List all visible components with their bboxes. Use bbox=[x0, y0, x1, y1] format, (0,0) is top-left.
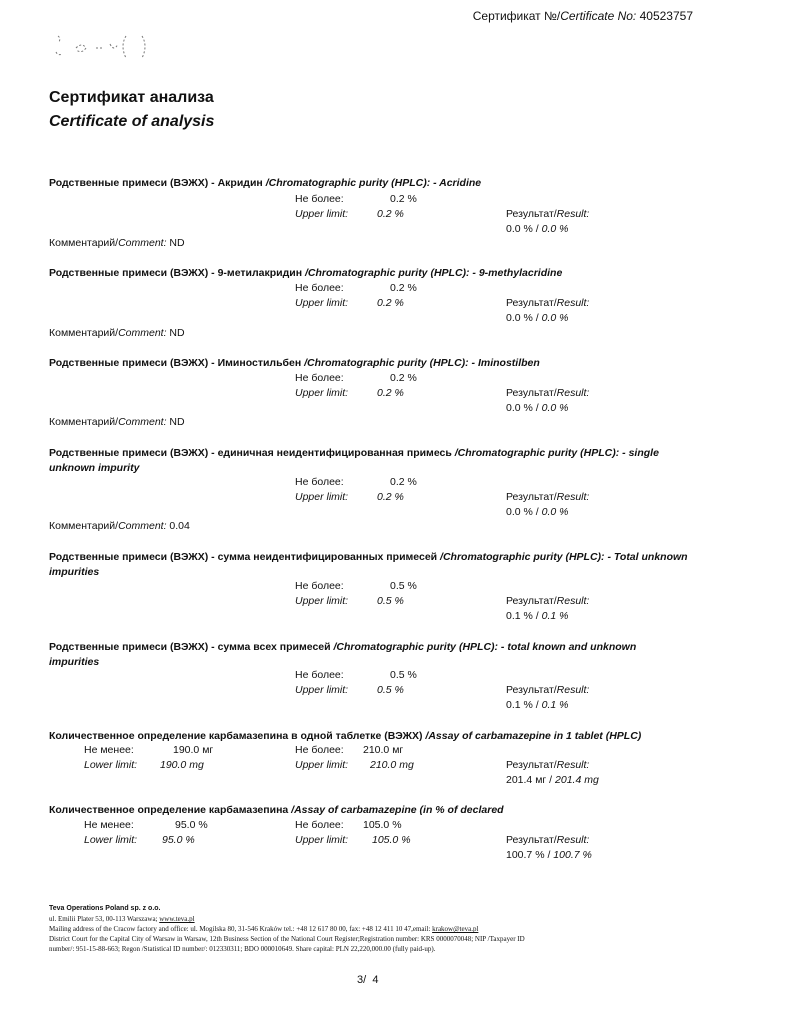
page-subtitle: Certificate of analysis bbox=[49, 113, 215, 130]
upper-limit-label: Upper limit: bbox=[295, 834, 349, 846]
upper-limit-value-en: 0.5 % bbox=[377, 684, 404, 696]
not-more-label: Не более: bbox=[295, 819, 344, 831]
not-less-label: Не менее: bbox=[84, 744, 134, 756]
result-label: Результат/Result: bbox=[506, 387, 590, 399]
lower-limit-value: 190.0 мг bbox=[173, 744, 214, 756]
test-title-acridine: Родственные примеси (ВЭЖХ) - Акридин /Chromatographic purity (HPLC): - Acridine bbox=[49, 177, 482, 189]
test-title-single-unknown: Родственные примеси (ВЭЖХ) - единичная неидентифицированная примесь /Chromatographic purity (HPLC): - single unknown impurity bbox=[49, 447, 659, 474]
upper-limit-label: Upper limit: bbox=[295, 297, 349, 309]
lower-limit-value-en: 95.0 % bbox=[162, 834, 195, 846]
upper-limit-label: Upper limit: bbox=[295, 208, 349, 220]
not-less-label: Не менее: bbox=[84, 819, 134, 831]
result-value: 201.4 мг / 201.4 mg bbox=[506, 774, 599, 786]
test-title-total-unknown: Родственные примеси (ВЭЖХ) - сумма неидентифицированных примесей /Chromatographic purity (HPLC): - Total unknown impurities bbox=[49, 551, 688, 578]
upper-limit-value: 0.2 % bbox=[390, 476, 417, 488]
test-title-iminostilben: Родственные примеси (ВЭЖХ) - Иминостильбен /Chromatographic purity (HPLC): - Iminostilben bbox=[49, 357, 540, 369]
upper-limit-value-en: 0.5 % bbox=[377, 595, 404, 607]
page-title: Сертификат анализа bbox=[49, 89, 214, 106]
upper-limit-label: Upper limit: bbox=[295, 684, 349, 696]
upper-limit-value-en: 0.2 % bbox=[377, 208, 404, 220]
result-label: Результат/Result: bbox=[506, 595, 590, 607]
result-value: 0.0 % / 0.0 % bbox=[506, 506, 569, 518]
upper-limit-label: Upper limit: bbox=[295, 759, 349, 771]
upper-limit-value-en: 105.0 % bbox=[372, 834, 411, 846]
upper-limit-value: 105.0 % bbox=[363, 819, 402, 831]
result-label: Результат/Result: bbox=[506, 684, 590, 696]
upper-limit-label: Upper limit: bbox=[295, 387, 349, 399]
upper-limit-value: 0.2 % bbox=[390, 282, 417, 294]
lower-limit-value: 95.0 % bbox=[175, 819, 208, 831]
not-more-label: Не более: bbox=[295, 193, 344, 205]
result-value: 100.7 % / 100.7 % bbox=[506, 849, 592, 861]
upper-limit-value: 0.2 % bbox=[390, 193, 417, 205]
page-number: 3/ 4 bbox=[357, 974, 379, 986]
upper-limit-value: 0.2 % bbox=[390, 372, 417, 384]
not-more-label: Не более: bbox=[295, 669, 344, 681]
result-value: 0.1 % / 0.1 % bbox=[506, 610, 569, 622]
result-value: 0.1 % / 0.1 % bbox=[506, 699, 569, 711]
upper-limit-value: 0.5 % bbox=[390, 669, 417, 681]
lower-limit-label: Lower limit: bbox=[84, 834, 138, 846]
comment: Комментарий/Comment: ND bbox=[49, 416, 185, 428]
test-title-methylacridine: Родственные примеси (ВЭЖХ) - 9-метилакридин /Chromatographic purity (HPLC): - 9-methylacridine bbox=[49, 267, 563, 279]
not-more-label: Не более: bbox=[295, 476, 344, 488]
upper-limit-value: 210.0 мг bbox=[363, 744, 404, 756]
test-title-assay-tablet: Количественное определение карбамазепина в одной таблетке (ВЭЖХ) /Assay of carbamazepine in 1 tablet (HPLC) bbox=[49, 730, 642, 742]
result-value: 0.0 % / 0.0 % bbox=[506, 402, 569, 414]
result-label: Результат/Result: bbox=[506, 208, 590, 220]
upper-limit-label: Upper limit: bbox=[295, 491, 349, 503]
result-label: Результат/Result: bbox=[506, 297, 590, 309]
result-label: Результат/Result: bbox=[506, 759, 590, 771]
result-label: Результат/Result: bbox=[506, 491, 590, 503]
handwritten-mark-icon bbox=[52, 30, 167, 66]
lower-limit-label: Lower limit: bbox=[84, 759, 138, 771]
test-title-total-all: Родственные примеси (ВЭЖХ) - сумма всех примесей /Chromatographic purity (HPLC): - total known and unknown impurities bbox=[49, 641, 637, 668]
comment: Комментарий/Comment: ND bbox=[49, 237, 185, 249]
test-title-assay-percent: Количественное определение карбамазепина /Assay of carbamazepine (in % of declared bbox=[49, 804, 504, 816]
certificate-number: Сертификат №/Certificate No: 40523757 bbox=[472, 9, 693, 23]
footer: Teva Operations Poland sp. z o.o. ul. Emilii Plater 53, 00-113 Warszawa; www.teva.pl Mailing address of the Cracow factory and office: ul. Mogilska 80, 31-546 Kraków tel.: +48 12 617 80 00, fax: +48 12 411 10 47,email: krakow@teva.pl District Court for the Capital City of Warsaw in Warsaw, 12th Business Section of the National Court Register;Registration number: KRS 0000070048; NIP /Taxpayer ID number/: 951-15-88-663; Regon /Statistical ID number/: 012330311; BDO 000010649. Share capital: PLN 22,220,000.00 (fully paid-up). bbox=[49, 905, 525, 953]
footer-website-link[interactable]: www.teva.pl bbox=[159, 915, 195, 923]
not-more-label: Не более: bbox=[295, 744, 344, 756]
result-value: 0.0 % / 0.0 % bbox=[506, 223, 569, 235]
not-more-label: Не более: bbox=[295, 282, 344, 294]
footer-company: Teva Operations Poland sp. z o.o. bbox=[49, 905, 161, 912]
upper-limit-value: 0.5 % bbox=[390, 580, 417, 592]
upper-limit-value-en: 0.2 % bbox=[377, 491, 404, 503]
not-more-label: Не более: bbox=[295, 580, 344, 592]
upper-limit-label: Upper limit: bbox=[295, 595, 349, 607]
result-value: 0.0 % / 0.0 % bbox=[506, 312, 569, 324]
comment: Комментарий/Comment: ND bbox=[49, 327, 185, 339]
upper-limit-value-en: 0.2 % bbox=[377, 297, 404, 309]
not-more-label: Не более: bbox=[295, 372, 344, 384]
result-label: Результат/Result: bbox=[506, 834, 590, 846]
upper-limit-value-en: 0.2 % bbox=[377, 387, 404, 399]
upper-limit-value-en: 210.0 mg bbox=[370, 759, 414, 771]
comment: Комментарий/Comment: 0.04 bbox=[49, 520, 190, 532]
lower-limit-value-en: 190.0 mg bbox=[160, 759, 204, 771]
footer-email-link[interactable]: krakow@teva.pl bbox=[432, 925, 479, 933]
